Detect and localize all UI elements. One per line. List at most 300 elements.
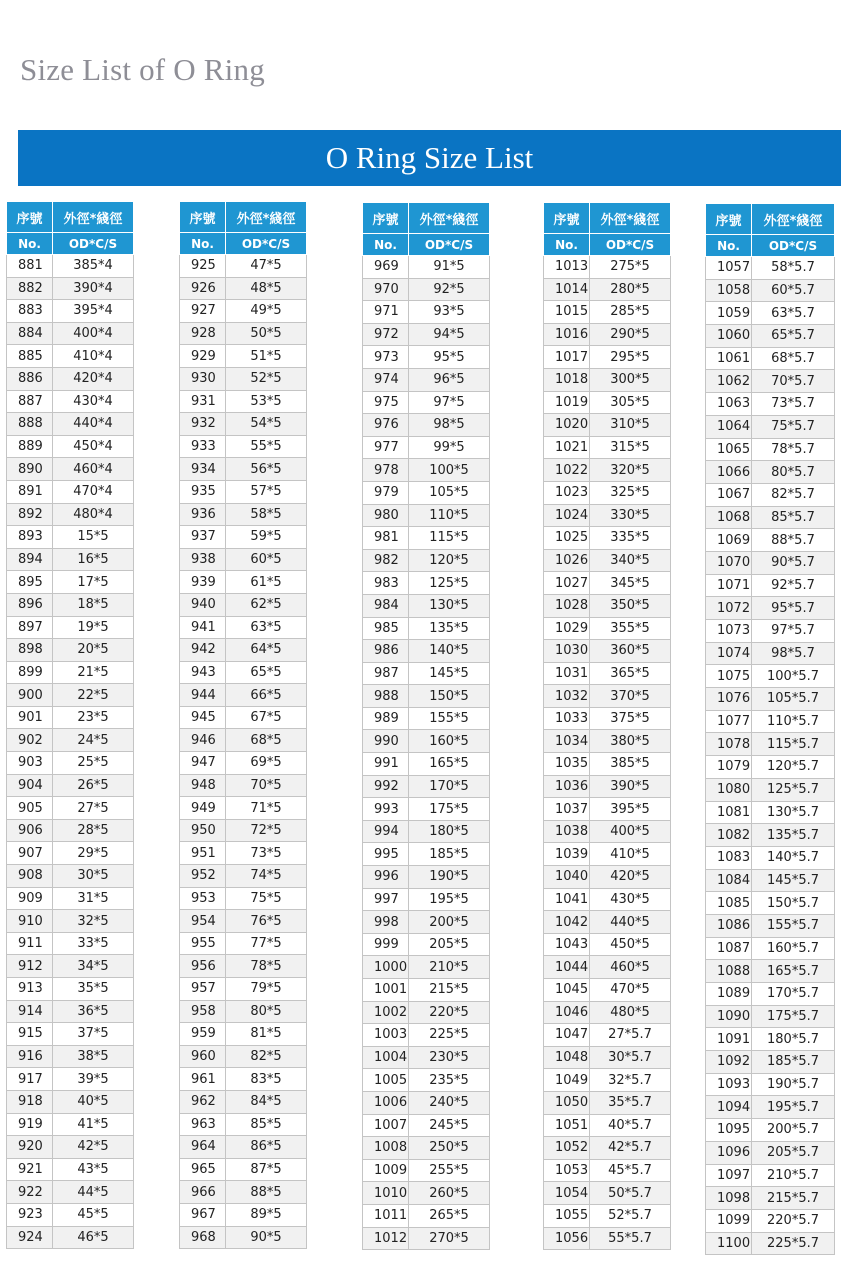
table-row <box>706 461 835 484</box>
row-number-cell: 947 <box>180 752 226 775</box>
size-cell: 38*5 <box>53 1045 134 1068</box>
size-cell: 390*5 <box>590 775 671 798</box>
row-number-cell: 1077 <box>706 710 752 733</box>
size-cell: 75*5 <box>226 887 307 910</box>
size-cell: 73*5 <box>226 842 307 865</box>
size-cell: 220*5.7 <box>752 1209 835 1232</box>
size-cell: 105*5 <box>409 481 490 504</box>
size-cell: 16*5 <box>53 548 134 571</box>
row-number-cell: 1007 <box>363 1114 409 1137</box>
table-row <box>180 277 307 300</box>
row-number-cell: 1050 <box>544 1091 590 1114</box>
table-row <box>7 480 134 503</box>
row-number-cell: 928 <box>180 322 226 345</box>
table-row <box>706 529 835 552</box>
row-number-cell: 1001 <box>363 979 409 1002</box>
table-row <box>180 729 307 752</box>
table-row <box>7 616 134 639</box>
row-number-cell: 980 <box>363 504 409 527</box>
table-row <box>544 617 671 640</box>
size-cell: 70*5.7 <box>752 370 835 393</box>
size-cell: 205*5 <box>409 933 490 956</box>
row-number-cell: 999 <box>363 933 409 956</box>
row-number-cell: 911 <box>7 932 53 955</box>
table-row <box>7 1158 134 1181</box>
size-cell: 48*5 <box>226 277 307 300</box>
row-number-cell: 944 <box>180 684 226 707</box>
row-number-cell: 930 <box>180 367 226 390</box>
row-number-cell: 882 <box>7 277 53 300</box>
size-table-3 <box>362 202 490 1250</box>
table-row <box>363 866 490 889</box>
row-number-cell: 1093 <box>706 1073 752 1096</box>
row-number-cell: 1086 <box>706 914 752 937</box>
table-row <box>706 869 835 892</box>
table-row <box>544 549 671 572</box>
size-cell: 140*5 <box>409 640 490 663</box>
row-number-cell: 948 <box>180 774 226 797</box>
row-number-cell: 1088 <box>706 960 752 983</box>
table-row <box>363 368 490 391</box>
table-row <box>180 1000 307 1023</box>
size-cell: 200*5 <box>409 911 490 934</box>
row-number-cell: 1049 <box>544 1069 590 1092</box>
size-cell: 23*5 <box>53 706 134 729</box>
row-number-cell: 1074 <box>706 642 752 665</box>
row-number-cell: 996 <box>363 866 409 889</box>
size-cell: 89*5 <box>226 1203 307 1226</box>
size-cell: 32*5.7 <box>590 1069 671 1092</box>
table-row <box>363 775 490 798</box>
size-cell: 47*5 <box>226 255 307 278</box>
size-cell: 19*5 <box>53 616 134 639</box>
table-row <box>544 278 671 301</box>
size-cell: 105*5.7 <box>752 688 835 711</box>
row-number-cell: 961 <box>180 1068 226 1091</box>
table-row <box>706 801 835 824</box>
size-cell: 205*5.7 <box>752 1141 835 1164</box>
row-number-cell: 1044 <box>544 956 590 979</box>
size-cell: 96*5 <box>409 368 490 391</box>
row-number-cell: 1031 <box>544 662 590 685</box>
size-cell: 175*5.7 <box>752 1005 835 1028</box>
row-number-cell: 956 <box>180 955 226 978</box>
table-row <box>363 820 490 843</box>
header-no-zh: 序號 <box>706 204 752 235</box>
header-size-zh: 外徑*綫徑 <box>590 203 671 234</box>
size-cell: 235*5 <box>409 1069 490 1092</box>
size-cell: 92*5 <box>409 278 490 301</box>
row-number-cell: 1060 <box>706 325 752 348</box>
table-row <box>7 1203 134 1226</box>
row-number-cell: 1095 <box>706 1119 752 1142</box>
table-row <box>7 639 134 662</box>
size-cell: 150*5.7 <box>752 892 835 915</box>
table-row <box>180 300 307 323</box>
row-number-cell: 888 <box>7 413 53 436</box>
table-row <box>363 549 490 572</box>
table-row <box>363 888 490 911</box>
table-row <box>544 933 671 956</box>
row-number-cell: 951 <box>180 842 226 865</box>
size-cell: 83*5 <box>226 1068 307 1091</box>
header-no-zh: 序號 <box>544 203 590 234</box>
row-number-cell: 1078 <box>706 733 752 756</box>
size-cell: 70*5 <box>226 774 307 797</box>
row-number-cell: 1047 <box>544 1024 590 1047</box>
size-cell: 185*5 <box>409 843 490 866</box>
table-row <box>544 436 671 459</box>
size-cell: 27*5.7 <box>590 1024 671 1047</box>
table-row <box>180 435 307 458</box>
size-cell: 385*5 <box>590 753 671 776</box>
table-row <box>706 892 835 915</box>
size-cell: 60*5 <box>226 548 307 571</box>
row-number-cell: 893 <box>7 526 53 549</box>
size-cell: 315*5 <box>590 436 671 459</box>
row-number-cell: 946 <box>180 729 226 752</box>
size-cell: 65*5 <box>226 661 307 684</box>
table-row <box>7 955 134 978</box>
size-cell: 94*5 <box>409 323 490 346</box>
table-row <box>180 1113 307 1136</box>
table-row <box>544 1137 671 1160</box>
size-cell: 79*5 <box>226 978 307 1001</box>
header-no-en: No. <box>180 233 226 255</box>
table-row <box>544 1069 671 1092</box>
row-number-cell: 1006 <box>363 1091 409 1114</box>
row-number-cell: 1024 <box>544 504 590 527</box>
size-cell: 350*5 <box>590 594 671 617</box>
size-cell: 225*5.7 <box>752 1232 835 1255</box>
size-cell: 330*5 <box>590 504 671 527</box>
row-number-cell: 955 <box>180 932 226 955</box>
table-row <box>180 661 307 684</box>
table-row <box>706 415 835 438</box>
row-number-cell: 942 <box>180 639 226 662</box>
size-cell: 135*5 <box>409 617 490 640</box>
row-number-cell: 1075 <box>706 665 752 688</box>
table-row <box>180 639 307 662</box>
row-number-cell: 1010 <box>363 1182 409 1205</box>
table-row <box>544 866 671 889</box>
row-number-cell: 1061 <box>706 347 752 370</box>
table-row <box>7 1000 134 1023</box>
table-row <box>544 956 671 979</box>
row-number-cell: 1002 <box>363 1001 409 1024</box>
size-cell: 120*5.7 <box>752 756 835 779</box>
size-cell: 295*5 <box>590 346 671 369</box>
row-number-cell: 1029 <box>544 617 590 640</box>
size-cell: 18*5 <box>53 593 134 616</box>
size-cell: 440*5 <box>590 911 671 934</box>
size-cell: 73*5.7 <box>752 393 835 416</box>
table-row <box>180 1023 307 1046</box>
size-cell: 34*5 <box>53 955 134 978</box>
table-row <box>7 458 134 481</box>
table-row <box>544 979 671 1002</box>
table-row <box>180 616 307 639</box>
size-cell: 450*5 <box>590 933 671 956</box>
size-cell: 400*4 <box>53 322 134 345</box>
table-row <box>7 1090 134 1113</box>
size-cell: 63*5.7 <box>752 302 835 325</box>
table-row <box>544 504 671 527</box>
row-number-cell: 1082 <box>706 824 752 847</box>
row-number-cell: 918 <box>7 1090 53 1113</box>
row-number-cell: 1081 <box>706 801 752 824</box>
row-number-cell: 938 <box>180 548 226 571</box>
row-number-cell: 1019 <box>544 391 590 414</box>
size-cell: 245*5 <box>409 1114 490 1137</box>
row-number-cell: 984 <box>363 594 409 617</box>
size-cell: 29*5 <box>53 842 134 865</box>
size-table-4 <box>543 202 671 1250</box>
table-row <box>180 774 307 797</box>
table-row <box>180 1136 307 1159</box>
table-row <box>544 1001 671 1024</box>
size-cell: 63*5 <box>226 616 307 639</box>
size-cell: 285*5 <box>590 301 671 324</box>
size-cell: 88*5 <box>226 1181 307 1204</box>
table-row <box>544 323 671 346</box>
row-number-cell: 988 <box>363 685 409 708</box>
row-number-cell: 1057 <box>706 257 752 280</box>
table-row <box>180 932 307 955</box>
table-row <box>180 1226 307 1249</box>
row-number-cell: 932 <box>180 413 226 436</box>
table-row <box>363 459 490 482</box>
size-cell: 57*5 <box>226 480 307 503</box>
table-row <box>544 1227 671 1250</box>
row-number-cell: 916 <box>7 1045 53 1068</box>
table-row <box>706 551 835 574</box>
table-row <box>363 414 490 437</box>
size-cell: 480*5 <box>590 1001 671 1024</box>
row-number-cell: 1011 <box>363 1204 409 1227</box>
size-cell: 420*5 <box>590 866 671 889</box>
size-cell: 37*5 <box>53 1023 134 1046</box>
table-row <box>7 300 134 323</box>
row-number-cell: 929 <box>180 345 226 368</box>
size-cell: 33*5 <box>53 932 134 955</box>
row-number-cell: 1100 <box>706 1232 752 1255</box>
table-row <box>7 774 134 797</box>
row-number-cell: 922 <box>7 1181 53 1204</box>
row-number-cell: 978 <box>363 459 409 482</box>
size-cell: 78*5.7 <box>752 438 835 461</box>
table-row <box>363 1091 490 1114</box>
table-row <box>706 756 835 779</box>
table-row <box>180 1045 307 1068</box>
row-number-cell: 1099 <box>706 1209 752 1232</box>
size-cell: 32*5 <box>53 910 134 933</box>
table-row <box>363 481 490 504</box>
size-cell: 370*5 <box>590 685 671 708</box>
size-cell: 68*5.7 <box>752 347 835 370</box>
row-number-cell: 886 <box>7 367 53 390</box>
row-number-cell: 927 <box>180 300 226 323</box>
size-cell: 42*5 <box>53 1136 134 1159</box>
row-number-cell: 937 <box>180 526 226 549</box>
row-number-cell: 909 <box>7 887 53 910</box>
size-cell: 55*5 <box>226 435 307 458</box>
size-cell: 92*5.7 <box>752 574 835 597</box>
row-number-cell: 1026 <box>544 549 590 572</box>
table-row <box>7 729 134 752</box>
size-cell: 91*5 <box>409 256 490 279</box>
row-number-cell: 1051 <box>544 1114 590 1137</box>
table-row <box>544 459 671 482</box>
table-row <box>363 640 490 663</box>
table-row <box>363 1024 490 1047</box>
size-cell: 43*5 <box>53 1158 134 1181</box>
size-cell: 280*5 <box>590 278 671 301</box>
row-number-cell: 968 <box>180 1226 226 1249</box>
size-cell: 50*5.7 <box>590 1182 671 1205</box>
size-cell: 310*5 <box>590 414 671 437</box>
size-cell: 430*4 <box>53 390 134 413</box>
size-cell: 165*5 <box>409 753 490 776</box>
row-number-cell: 985 <box>363 617 409 640</box>
header-no-en: No. <box>7 233 53 255</box>
size-cell: 82*5.7 <box>752 483 835 506</box>
header-size-zh: 外徑*綫徑 <box>409 203 490 234</box>
table-row <box>706 846 835 869</box>
size-cell: 270*5 <box>409 1227 490 1250</box>
row-number-cell: 936 <box>180 503 226 526</box>
table-row <box>544 527 671 550</box>
row-number-cell: 952 <box>180 865 226 888</box>
table-row <box>7 345 134 368</box>
row-number-cell: 1040 <box>544 866 590 889</box>
row-number-cell: 897 <box>7 616 53 639</box>
table-row <box>706 1051 835 1074</box>
size-cell: 72*5 <box>226 819 307 842</box>
size-cell: 20*5 <box>53 639 134 662</box>
row-number-cell: 969 <box>363 256 409 279</box>
size-cell: 195*5.7 <box>752 1096 835 1119</box>
table-row <box>7 1045 134 1068</box>
size-cell: 55*5.7 <box>590 1227 671 1250</box>
size-cell: 380*5 <box>590 730 671 753</box>
row-number-cell: 994 <box>363 820 409 843</box>
size-cell: 130*5.7 <box>752 801 835 824</box>
table-row <box>706 733 835 756</box>
row-number-cell: 917 <box>7 1068 53 1091</box>
table-row <box>7 910 134 933</box>
size-cell: 335*5 <box>590 527 671 550</box>
row-number-cell: 931 <box>180 390 226 413</box>
row-number-cell: 1004 <box>363 1046 409 1069</box>
size-cell: 360*5 <box>590 640 671 663</box>
size-cell: 395*4 <box>53 300 134 323</box>
row-number-cell: 973 <box>363 346 409 369</box>
table-row <box>180 503 307 526</box>
row-number-cell: 890 <box>7 458 53 481</box>
table-row <box>180 865 307 888</box>
table-row <box>363 278 490 301</box>
table-row <box>180 1158 307 1181</box>
size-cell: 46*5 <box>53 1226 134 1249</box>
row-number-cell: 950 <box>180 819 226 842</box>
row-number-cell: 1084 <box>706 869 752 892</box>
size-cell: 84*5 <box>226 1090 307 1113</box>
size-cell: 120*5 <box>409 549 490 572</box>
size-cell: 410*4 <box>53 345 134 368</box>
size-cell: 53*5 <box>226 390 307 413</box>
row-number-cell: 1052 <box>544 1137 590 1160</box>
size-cell: 200*5.7 <box>752 1119 835 1142</box>
row-number-cell: 949 <box>180 797 226 820</box>
size-cell: 74*5 <box>226 865 307 888</box>
table-row <box>706 710 835 733</box>
row-number-cell: 891 <box>7 480 53 503</box>
table-row <box>706 574 835 597</box>
table-row <box>544 775 671 798</box>
table-row <box>544 888 671 911</box>
size-cell: 190*5.7 <box>752 1073 835 1096</box>
table-row <box>180 819 307 842</box>
table-row <box>363 979 490 1002</box>
table-row <box>7 1226 134 1249</box>
size-cell: 58*5 <box>226 503 307 526</box>
table-row <box>544 481 671 504</box>
table-row <box>363 933 490 956</box>
row-number-cell: 1005 <box>363 1069 409 1092</box>
row-number-cell: 990 <box>363 730 409 753</box>
size-cell: 420*4 <box>53 367 134 390</box>
size-cell: 80*5.7 <box>752 461 835 484</box>
header-no-en: No. <box>363 234 409 256</box>
row-number-cell: 883 <box>7 300 53 323</box>
row-number-cell: 1065 <box>706 438 752 461</box>
size-cell: 65*5.7 <box>752 325 835 348</box>
row-number-cell: 1032 <box>544 685 590 708</box>
table-row <box>706 483 835 506</box>
table-row <box>544 1091 671 1114</box>
size-cell: 220*5 <box>409 1001 490 1024</box>
row-number-cell: 913 <box>7 978 53 1001</box>
table-row <box>544 753 671 776</box>
size-cell: 88*5.7 <box>752 529 835 552</box>
size-cell: 61*5 <box>226 571 307 594</box>
size-cell: 100*5 <box>409 459 490 482</box>
table-row <box>7 887 134 910</box>
table-row <box>7 978 134 1001</box>
size-cell: 67*5 <box>226 706 307 729</box>
table-row <box>706 688 835 711</box>
table-row <box>363 594 490 617</box>
size-cell: 470*5 <box>590 979 671 1002</box>
row-number-cell: 1059 <box>706 302 752 325</box>
table-row <box>7 390 134 413</box>
size-cell: 130*5 <box>409 594 490 617</box>
row-number-cell: 1076 <box>706 688 752 711</box>
table-row <box>180 593 307 616</box>
size-cell: 215*5.7 <box>752 1187 835 1210</box>
table-row <box>7 1181 134 1204</box>
table-row <box>706 1073 835 1096</box>
table-row <box>706 1141 835 1164</box>
table-row <box>363 843 490 866</box>
size-cell: 44*5 <box>53 1181 134 1204</box>
table-row <box>706 597 835 620</box>
table-row <box>363 346 490 369</box>
row-number-cell: 1000 <box>363 956 409 979</box>
size-cell: 190*5 <box>409 866 490 889</box>
size-cell: 160*5 <box>409 730 490 753</box>
